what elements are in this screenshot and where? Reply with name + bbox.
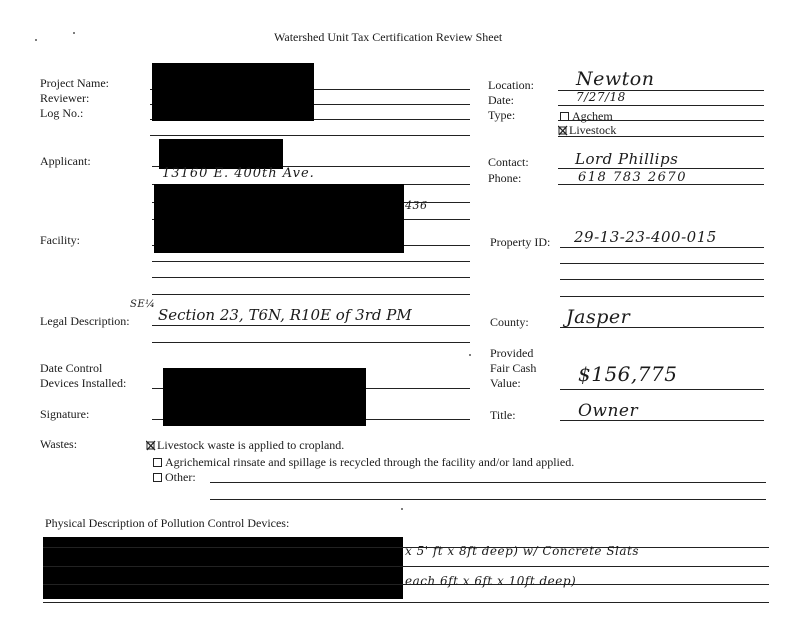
fair-cash-value: $156,775 <box>578 362 678 386</box>
phone-value: 618 783 2670 <box>578 170 687 185</box>
agchem-rinsate-checkbox[interactable] <box>153 458 162 467</box>
property-id-line-1 <box>560 247 764 248</box>
date-line <box>558 105 764 106</box>
livestock-waste-checkbox-checked[interactable] <box>146 439 156 451</box>
stray-mark <box>73 32 75 34</box>
stray-mark <box>35 39 37 41</box>
facility-label: Facility: <box>40 233 80 247</box>
fair-cash-value-line <box>560 389 764 390</box>
wastes-option-agchem[interactable]: Agrichemical rinsate and spillage is recycled through the facility and/or land applied. <box>153 455 574 469</box>
provided-label-1: Provided <box>490 346 534 360</box>
physical-description-value-1: x 5' ft x 8ft deep) w/ Concrete Slats <box>405 544 640 558</box>
physical-description-label: Physical Description of Pollution Control Devices: <box>45 516 290 530</box>
legal-description-value: Section 23, T6N, R10E of 3rd PM <box>158 306 412 324</box>
livestock-checkbox-checked[interactable] <box>558 124 568 136</box>
physical-line-4 <box>43 602 769 603</box>
wastes-option-other[interactable]: Other: <box>153 470 196 484</box>
provided-label-2: Fair Cash <box>490 361 537 375</box>
property-id-line-2 <box>560 263 764 264</box>
physical-line-2 <box>43 566 769 567</box>
date-label: Date: <box>488 93 514 107</box>
other-line-1 <box>210 482 766 483</box>
redaction-date-installed <box>163 368 366 426</box>
contact-label: Contact: <box>488 155 529 169</box>
property-id-value: 29-13-23-400-015 <box>574 228 717 246</box>
legal-description-line-1 <box>152 325 470 326</box>
reviewer-label: Reviewer: <box>40 91 90 105</box>
phone-label: Phone: <box>488 171 522 185</box>
applicant-address: 13160 E. 400th Ave. <box>162 166 315 181</box>
facility-line-4 <box>152 294 470 295</box>
county-label: County: <box>490 315 529 329</box>
property-id-line-3 <box>560 279 764 280</box>
redaction-facility <box>154 184 404 253</box>
property-id-label: Property ID: <box>490 235 551 249</box>
title-value: Owner <box>578 401 639 421</box>
property-id-line-4 <box>560 296 764 297</box>
date-control-label-1: Date Control <box>40 361 103 375</box>
stray-mark <box>469 354 471 356</box>
applicant-label: Applicant: <box>40 154 91 168</box>
provided-label-3: Value: <box>490 376 521 390</box>
project-name-label: Project Name: <box>40 76 109 90</box>
other-line-2 <box>210 499 766 500</box>
title-field-label: Title: <box>490 408 516 422</box>
form-title: Watershed Unit Tax Certification Review Sheet <box>274 30 503 44</box>
redaction-applicant <box>159 139 283 169</box>
type-line-2 <box>558 136 764 137</box>
facility-line-3 <box>152 277 470 278</box>
contact-value: Lord Phillips <box>575 150 679 168</box>
redaction-project <box>152 63 314 121</box>
type-option-livestock[interactable]: Livestock <box>558 123 616 137</box>
wastes-label: Wastes: <box>40 437 78 451</box>
facility-fragment: 436 <box>405 199 428 212</box>
legal-description-label: Legal Description: <box>40 314 130 328</box>
log-no-label: Log No.: <box>40 106 84 120</box>
type-line-1 <box>558 120 764 121</box>
type-label: Type: <box>488 108 516 122</box>
facility-line-2 <box>152 261 470 262</box>
county-value: Jasper <box>566 306 631 328</box>
contact-line <box>558 168 764 169</box>
wastes-option-livestock[interactable]: Livestock waste is applied to cropland. <box>146 438 344 452</box>
date-control-label-2: Devices Installed: <box>40 376 127 390</box>
legal-prefix: SE¼ <box>130 299 156 310</box>
signature-label: Signature: <box>40 407 90 421</box>
physical-description-value-2: each 6ft x 6ft x 10ft deep) <box>405 574 577 588</box>
location-value: Newton <box>576 68 655 90</box>
location-label: Location: <box>488 78 534 92</box>
stray-mark <box>401 508 403 510</box>
date-value: 7/27/18 <box>576 90 626 104</box>
project-extra-line <box>150 135 470 136</box>
type-option-agchem[interactable]: Agchem <box>560 109 613 123</box>
other-checkbox[interactable] <box>153 473 162 482</box>
legal-description-line-2 <box>152 342 470 343</box>
